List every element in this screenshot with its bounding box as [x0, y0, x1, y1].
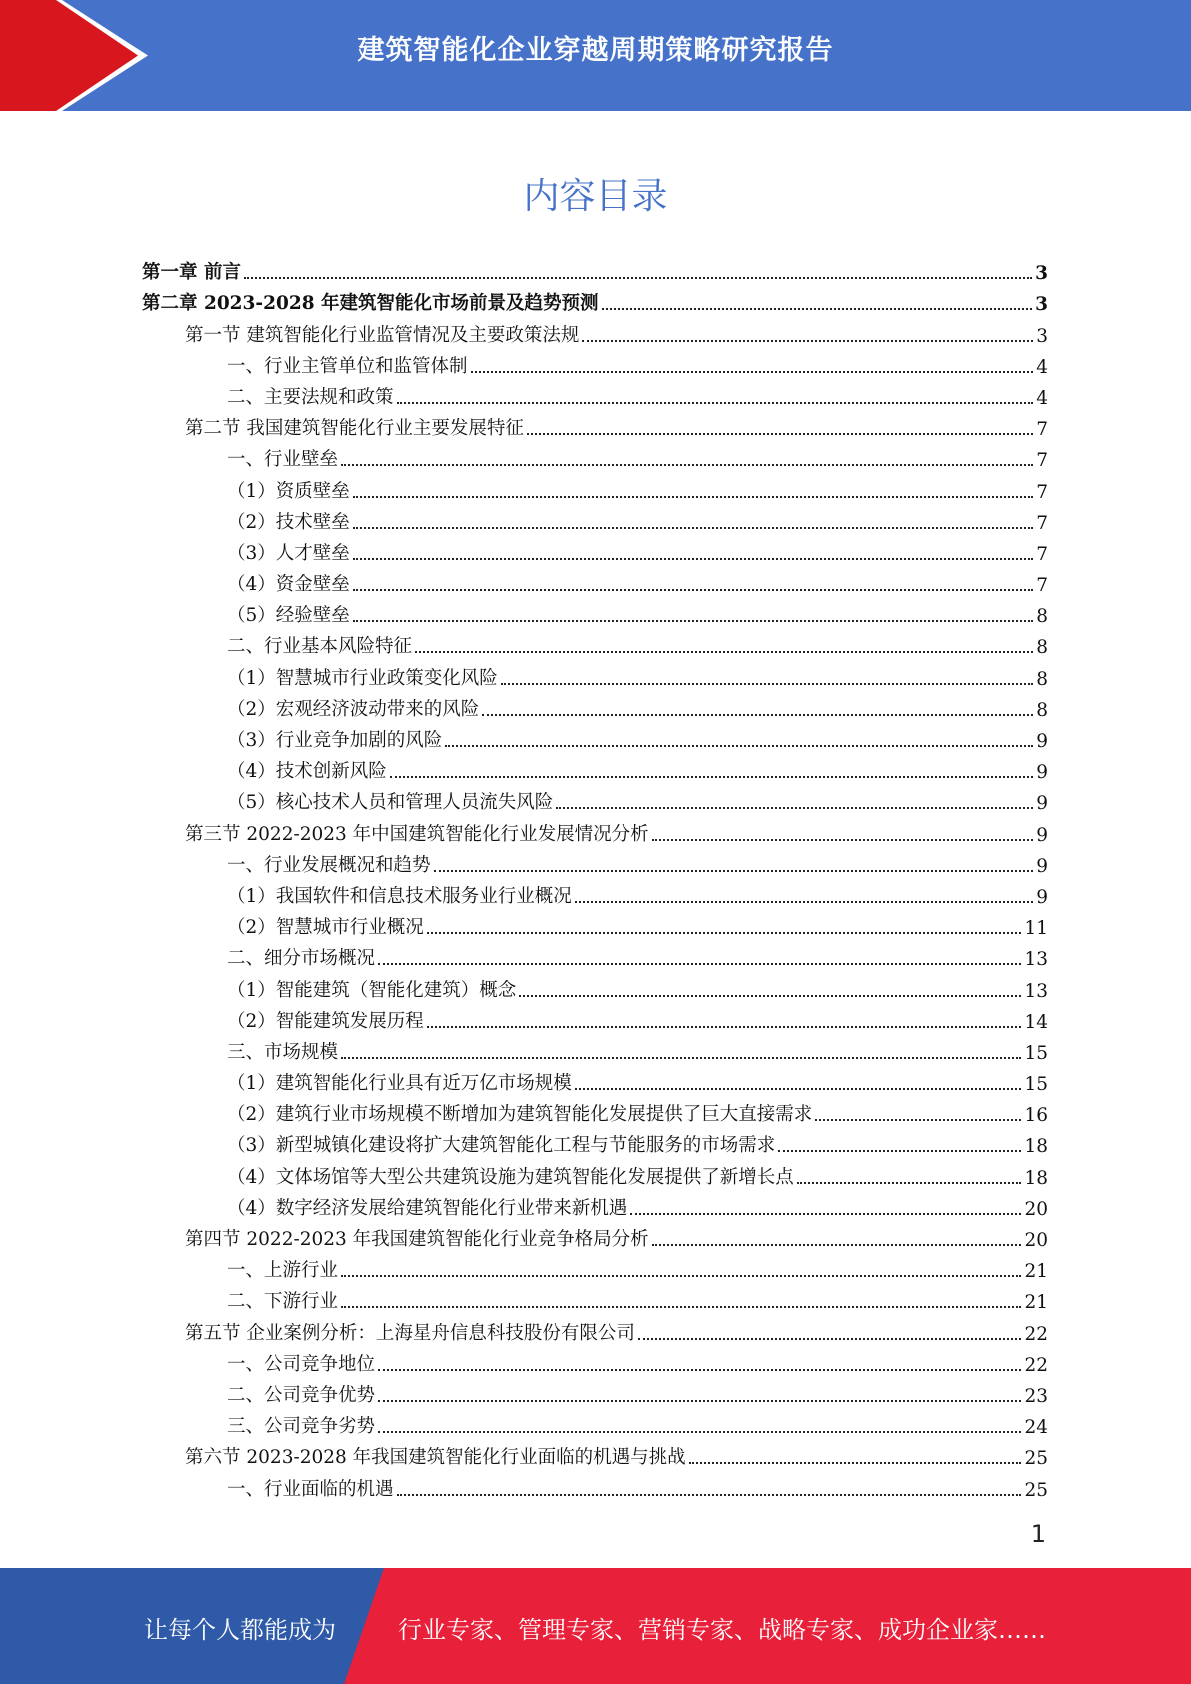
- toc-entry-page: 15: [1024, 1074, 1048, 1096]
- toc-entry[interactable]: [142, 629, 1048, 660]
- toc-entry-title: （1）建筑智能化行业具有近万亿市场规模: [227, 1073, 572, 1095]
- toc-entry-page: 9: [1036, 886, 1048, 908]
- toc-leader-dots: [575, 1088, 1022, 1090]
- toc-leader-dots: [353, 558, 1033, 560]
- toc-leader-dots: [501, 683, 1033, 685]
- toc-leader-dots: [353, 620, 1033, 622]
- toc-entry-title: 第二章 2023-2028 年建筑智能化市场前景及趋势预测: [142, 293, 599, 315]
- toc-entry-page: 21: [1024, 1292, 1048, 1314]
- toc-leader-dots: [445, 745, 1033, 747]
- toc-entry-page: 20: [1024, 1198, 1048, 1220]
- toc-entry-title: 第二节 我国建筑智能化行业主要发展特征: [185, 418, 524, 440]
- toc-entry[interactable]: [142, 1347, 1048, 1378]
- toc-entry-page: 7: [1036, 543, 1048, 565]
- table-of-contents: [142, 255, 1048, 1503]
- toc-entry-page: 13: [1024, 980, 1048, 1002]
- toc-leader-dots: [341, 1057, 1021, 1059]
- toc-entry-page: 9: [1036, 824, 1048, 846]
- toc-entry-page: 16: [1024, 1105, 1048, 1127]
- toc-entry[interactable]: [142, 1378, 1048, 1409]
- toc-entry[interactable]: [142, 1035, 1048, 1066]
- toc-entry[interactable]: [142, 1284, 1048, 1315]
- toc-entry-title: 二、主要法规和政策: [227, 386, 394, 408]
- toc-entry-title: （1）资质壁垒: [227, 480, 350, 502]
- toc-entry-title: 三、公司竞争劣势: [227, 1416, 376, 1438]
- toc-entry[interactable]: [142, 1128, 1048, 1159]
- toc-entry-page: 8: [1036, 637, 1048, 659]
- toc-entry-title: （2）建筑行业市场规模不断增加为建筑智能化发展提供了巨大直接需求: [227, 1104, 813, 1126]
- toc-entry-title: 二、公司竞争优势: [227, 1384, 376, 1406]
- toc-entry-page: 18: [1024, 1167, 1048, 1189]
- toc-entry[interactable]: [142, 317, 1048, 348]
- toc-entry[interactable]: [142, 910, 1048, 941]
- toc-leader-dots: [482, 714, 1033, 716]
- toc-entry[interactable]: [142, 660, 1048, 691]
- toc-entry-title: 第四节 2022-2023 年我国建筑智能化行业竞争格局分析: [185, 1229, 649, 1250]
- toc-leader-dots: [630, 1213, 1021, 1215]
- toc-leader-dots: [434, 870, 1034, 872]
- toc-entry-title: （4）数字经济发展给建筑智能化行业带来新机遇: [227, 1197, 628, 1219]
- toc-entry-page: 14: [1024, 1011, 1048, 1033]
- toc-entry-title: （3）人才壁垒: [227, 542, 350, 564]
- toc-leader-dots: [427, 1026, 1022, 1028]
- toc-entry-title: 一、公司竞争地位: [227, 1353, 376, 1375]
- toc-entry[interactable]: [142, 1066, 1048, 1097]
- toc-entry[interactable]: [142, 1097, 1048, 1128]
- toc-entry-page: 7: [1036, 575, 1048, 597]
- toc-entry-title: （4）文体场馆等大型公共建筑设施为建筑智能化发展提供了新增长点: [227, 1166, 794, 1188]
- toc-entry-page: 21: [1024, 1261, 1048, 1283]
- toc-entry[interactable]: [142, 972, 1048, 1003]
- toc-entry[interactable]: [142, 754, 1048, 785]
- toc-entry-page: 3: [1036, 325, 1048, 347]
- toc-leader-dots: [244, 277, 1032, 279]
- toc-entry[interactable]: [142, 1191, 1048, 1222]
- toc-entry-page: 4: [1036, 387, 1048, 409]
- toc-leader-dots: [527, 433, 1033, 435]
- toc-entry-title: 第六节 2023-2028 年我国建筑智能化行业面临的机遇与挑战: [185, 1447, 686, 1469]
- toc-entry-title: 三、市场规模: [227, 1041, 339, 1063]
- toc-entry-title: （1）智能建筑（智能化建筑）概念: [227, 979, 517, 1001]
- toc-entry-page: 7: [1036, 481, 1048, 503]
- toc-entry-page: 25: [1024, 1448, 1048, 1470]
- toc-leader-dots: [341, 1275, 1021, 1277]
- toc-entry-title: （2）宏观经济波动带来的风险: [227, 698, 480, 720]
- toc-entry-page: 22: [1024, 1323, 1048, 1345]
- toc-entry[interactable]: [142, 1159, 1048, 1190]
- toc-entry-title: 二、行业基本风险特征: [227, 636, 413, 658]
- toc-entry[interactable]: [142, 473, 1048, 504]
- toc-leader-dots: [778, 1150, 1021, 1152]
- toc-leader-dots: [378, 1400, 1021, 1402]
- toc-entry-title: （5）核心技术人员和管理人员流失风险: [227, 792, 554, 814]
- toc-entry-page: 25: [1024, 1479, 1048, 1501]
- toc-leader-dots: [353, 496, 1033, 498]
- toc-entry-page: 9: [1036, 793, 1048, 815]
- toc-leader-dots: [427, 932, 1022, 934]
- toc-entry[interactable]: [142, 1315, 1048, 1346]
- toc-entry[interactable]: [142, 598, 1048, 629]
- toc-entry[interactable]: [142, 848, 1048, 879]
- toc-leader-dots: [689, 1462, 1022, 1464]
- toc-leader-dots: [341, 1306, 1021, 1308]
- toc-entry[interactable]: [142, 879, 1048, 910]
- toc-leader-dots: [390, 776, 1033, 778]
- toc-entry-page: 13: [1024, 949, 1048, 971]
- toc-leader-dots: [519, 995, 1021, 997]
- footer-slogan-left: 让每个人都能成为: [144, 1616, 336, 1644]
- toc-entry-title: 第五节 企业案例分析：上海星舟信息科技股份有限公司: [185, 1322, 635, 1344]
- toc-entry[interactable]: [142, 785, 1048, 816]
- toc-entry-page: 9: [1036, 731, 1048, 752]
- toc-leader-dots: [652, 839, 1034, 841]
- toc-entry-title: （3）新型城镇化建设将扩大建筑智能化工程与节能服务的市场需求: [227, 1135, 776, 1157]
- toc-leader-dots: [353, 527, 1033, 529]
- toc-entry-title: （5）经验壁垒: [227, 605, 350, 627]
- report-title: 建筑智能化企业穿越周期策略研究报告: [357, 35, 834, 66]
- toc-entry-title: 第一节 建筑智能化行业监管情况及主要政策法规: [185, 324, 580, 346]
- toc-entry-page: 9: [1036, 762, 1048, 784]
- toc-entry[interactable]: [142, 816, 1048, 847]
- toc-leader-dots: [378, 963, 1021, 965]
- toc-entry-title: 第一章 前言: [142, 262, 241, 284]
- toc-entry-page: 23: [1024, 1385, 1048, 1407]
- toc-entry-title: 一、行业发展概况和趋势: [227, 854, 431, 876]
- toc-entry[interactable]: [142, 1409, 1048, 1440]
- toc-leader-dots: [378, 1369, 1021, 1371]
- toc-entry[interactable]: [142, 411, 1048, 442]
- toc-heading: 内容目录: [523, 176, 668, 217]
- toc-entry[interactable]: [142, 255, 1048, 286]
- toc-entry-title: （2）智能建筑发展历程: [227, 1010, 424, 1032]
- toc-entry[interactable]: [142, 349, 1048, 380]
- toc-entry-title: 一、行业面临的机遇: [227, 1478, 394, 1500]
- toc-entry-page: 18: [1024, 1136, 1048, 1158]
- toc-entry-page: 22: [1024, 1354, 1048, 1376]
- toc-entry[interactable]: [142, 536, 1048, 567]
- toc-leader-dots: [378, 1431, 1021, 1433]
- toc-leader-dots: [415, 651, 1033, 653]
- toc-leader-dots: [341, 464, 1033, 466]
- toc-entry-title: （4）技术创新风险: [227, 761, 387, 783]
- toc-entry-page: 9: [1036, 855, 1048, 877]
- toc-entry[interactable]: [142, 1253, 1048, 1284]
- toc-entry-page: 3: [1035, 263, 1048, 285]
- toc-entry-page: 7: [1036, 512, 1048, 534]
- toc-entry-page: 3: [1035, 294, 1048, 316]
- toc-entry-page: 11: [1024, 918, 1048, 940]
- toc-entry-title: （2）技术壁垒: [227, 511, 350, 533]
- toc-entry[interactable]: [142, 1222, 1048, 1253]
- toc-entry-page: 15: [1024, 1042, 1048, 1064]
- toc-entry[interactable]: [142, 567, 1048, 598]
- toc-leader-dots: [638, 1338, 1022, 1340]
- toc-leader-dots: [471, 371, 1034, 373]
- toc-entry-page: 24: [1024, 1417, 1048, 1439]
- toc-leader-dots: [652, 1244, 1022, 1246]
- toc-leader-dots: [797, 1182, 1022, 1184]
- toc-entry-title: 一、行业主管单位和监管体制: [227, 355, 468, 377]
- toc-leader-dots: [582, 340, 1033, 342]
- toc-entry-title: （1）智慧城市行业政策变化风险: [227, 667, 498, 689]
- toc-entry-title: （3）行业竞争加剧的风险: [227, 730, 443, 751]
- toc-entry[interactable]: [142, 505, 1048, 536]
- toc-leader-dots: [397, 1494, 1022, 1496]
- toc-entry-title: （1）我国软件和信息技术服务业行业概况: [227, 885, 572, 907]
- footer-slogan-right: 行业专家、管理专家、营销专家、战略专家、成功企业家……: [398, 1616, 1046, 1644]
- toc-entry-title: （2）智慧城市行业概况: [227, 917, 424, 939]
- toc-leader-dots: [575, 901, 1033, 903]
- toc-entry-title: 二、下游行业: [227, 1291, 339, 1313]
- toc-leader-dots: [353, 589, 1033, 591]
- toc-leader-dots: [602, 308, 1033, 310]
- toc-entry[interactable]: [142, 941, 1048, 972]
- toc-entry-title: 一、行业壁垒: [227, 449, 339, 471]
- toc-entry[interactable]: [142, 380, 1048, 411]
- footer-banner: [0, 1568, 1191, 1684]
- toc-entry-page: 7: [1036, 450, 1048, 472]
- toc-entry-title: 一、上游行业: [227, 1260, 339, 1282]
- toc-entry[interactable]: [142, 692, 1048, 723]
- toc-entry-title: （4）资金壁垒: [227, 574, 350, 596]
- toc-entry-page: 8: [1036, 606, 1048, 628]
- toc-entry-page: 8: [1036, 668, 1048, 690]
- toc-entry[interactable]: [142, 723, 1048, 754]
- toc-entry[interactable]: [142, 1004, 1048, 1035]
- toc-leader-dots: [397, 402, 1034, 404]
- toc-entry-title: 二、细分市场概况: [227, 948, 376, 970]
- toc-entry[interactable]: [142, 1471, 1048, 1502]
- header-banner: [0, 0, 1191, 111]
- toc-leader-dots: [556, 807, 1033, 809]
- toc-entry-title: 第三节 2022-2023 年中国建筑智能化行业发展情况分析: [185, 823, 649, 845]
- toc-entry[interactable]: [142, 286, 1048, 317]
- toc-leader-dots: [815, 1119, 1021, 1121]
- toc-entry-page: 8: [1036, 699, 1048, 721]
- page-number: 1: [1030, 1520, 1046, 1548]
- toc-entry[interactable]: [142, 1440, 1048, 1471]
- toc-entry-page: 20: [1024, 1230, 1048, 1251]
- toc-entry-page: 7: [1036, 419, 1048, 441]
- toc-entry-page: 4: [1036, 356, 1048, 378]
- toc-entry[interactable]: [142, 442, 1048, 473]
